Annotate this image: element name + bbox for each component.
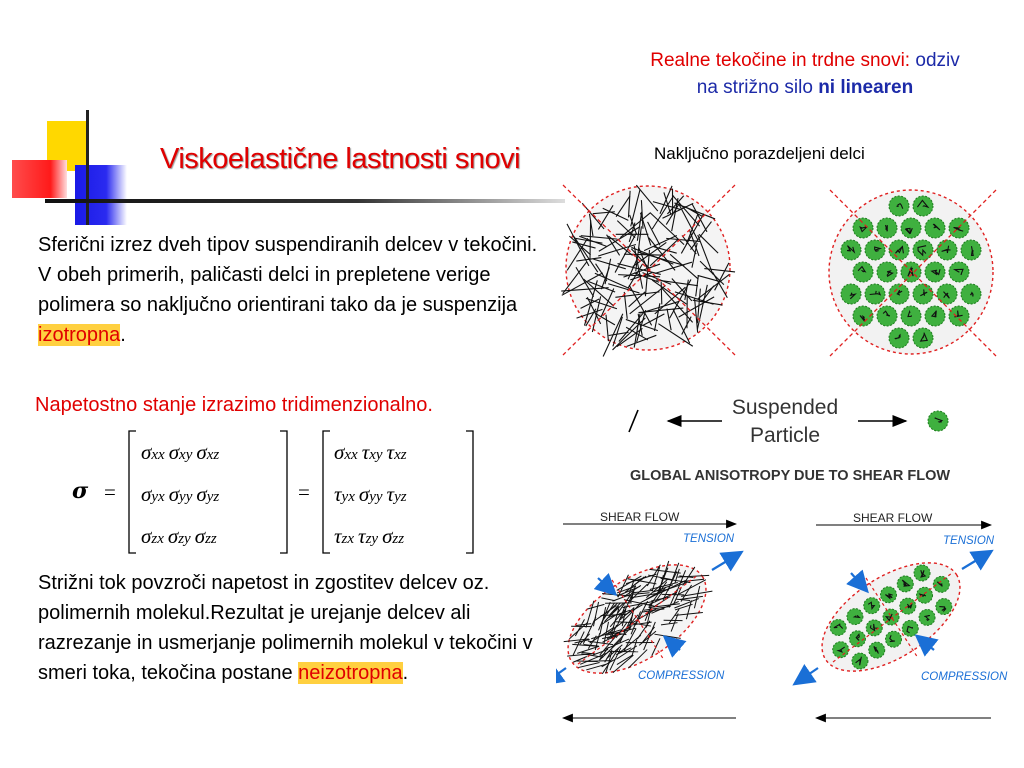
sigma-matrix-entry: σxy xyxy=(168,440,193,464)
suspended-particle-legend xyxy=(629,396,948,447)
paragraph-isotropic-text: Sferični izrez dveh tipov suspendiranih delcev v tekočini. V obeh primerih, paličasti delci in prepletene verige polimera so naključno orientirani tako da je suspenzija xyxy=(38,234,538,316)
tension-label-right: TENSION xyxy=(943,535,995,547)
tau-matrix-entry: σzz xyxy=(382,524,405,548)
paragraph-anisotropic xyxy=(38,568,538,688)
sigma-matrix-entry: σzy xyxy=(167,524,191,548)
equals-sign-2: = xyxy=(298,480,310,504)
equals-sign-1: = xyxy=(104,480,116,504)
tau-matrix-entry: τxy xyxy=(361,440,383,464)
tau-matrix-entry: τyx xyxy=(334,482,355,506)
tension-label-left: TENSION xyxy=(683,533,735,545)
global-anisotropy-label: GLOBAL ANISOTROPY DUE TO SHEAR FLOW xyxy=(629,468,951,484)
tau-matrix-entry: τzx xyxy=(334,524,355,548)
paragraph-anisotropic-text: Strižni tok povzroči napetost in zgostitev delcev oz. polimernih molekul.Rezultat je urejanje delcev ali razrezanje in usmerjanje polimernih molekul v tekočini v smeri toka, tekočina postane xyxy=(38,572,533,684)
sigma-matrix-entry: σyy xyxy=(168,482,193,506)
coil-sphere xyxy=(829,190,996,356)
tau-matrix-entry: τzy xyxy=(358,524,379,548)
tau-matrix-row xyxy=(334,440,411,482)
decor-red-bar xyxy=(12,160,67,198)
rod-ellipse-sheared xyxy=(556,510,740,718)
paragraph-anisotropic-end: . xyxy=(402,662,409,684)
tau-matrix-row xyxy=(334,482,411,524)
sigma-symbol: σ xyxy=(72,478,89,504)
header-line2-blue: na strižno silo xyxy=(696,77,819,98)
paragraph-isotropic xyxy=(38,230,538,350)
sigma-matrix-row xyxy=(141,524,223,566)
highlight-anisotropic: neizotropna xyxy=(298,662,403,684)
highlight-isotropic: izotropna xyxy=(38,324,121,346)
stress-matrix-tau xyxy=(334,440,411,566)
decor-vertical-line xyxy=(86,110,89,225)
sigma-matrix-entry: σyx xyxy=(141,482,165,506)
stress-matrix-sigma xyxy=(141,440,223,566)
tau-matrix-entry: σyy xyxy=(358,482,383,506)
paragraph-isotropic-end: . xyxy=(120,324,126,346)
tau-matrix-entry: τxz xyxy=(386,440,407,464)
sigma-matrix-entry: σzz xyxy=(194,524,217,548)
tau-matrix-row xyxy=(334,524,411,566)
sigma-matrix-entry: σzx xyxy=(141,524,164,548)
sigma-matrix-entry: σxz xyxy=(196,440,220,464)
rod-sphere xyxy=(561,185,735,357)
sigma-matrix-entry: σyz xyxy=(196,482,220,506)
suspended-label-line1: Suspended xyxy=(731,396,839,419)
figure-caption: Naključno porazdeljeni delci xyxy=(654,144,865,163)
header-note xyxy=(590,47,1020,101)
title-underline xyxy=(45,199,565,203)
decor-blue-square xyxy=(75,165,127,225)
coil-ellipse-sheared xyxy=(796,511,1008,718)
header-line2-bold: ni linearen xyxy=(818,77,914,98)
shear-flow-label-right: SHEAR FLOW xyxy=(853,511,933,525)
paragraph-stress: Napetostno stanje izrazimo tridimenzionalno. xyxy=(35,394,433,416)
shear-flow-label-left: SHEAR FLOW xyxy=(600,510,680,524)
tau-matrix-entry: σxx xyxy=(334,440,358,464)
slide-title: Viskoelastične lastnosti snovi xyxy=(160,143,521,175)
sigma-matrix-row xyxy=(141,440,223,482)
sigma-matrix-row xyxy=(141,482,223,524)
suspended-label-line2: Particle xyxy=(749,424,821,447)
header-line1-blue: odziv xyxy=(915,50,960,71)
header-line1-red: Realne tekočine in trdne snovi: xyxy=(650,50,916,71)
sigma-matrix-entry: σxx xyxy=(141,440,165,464)
compression-label-left: COMPRESSION xyxy=(638,670,725,682)
suspension-figure xyxy=(556,170,1024,730)
tau-matrix-entry: τyz xyxy=(386,482,407,506)
compression-label-right: COMPRESSION xyxy=(921,671,1008,683)
